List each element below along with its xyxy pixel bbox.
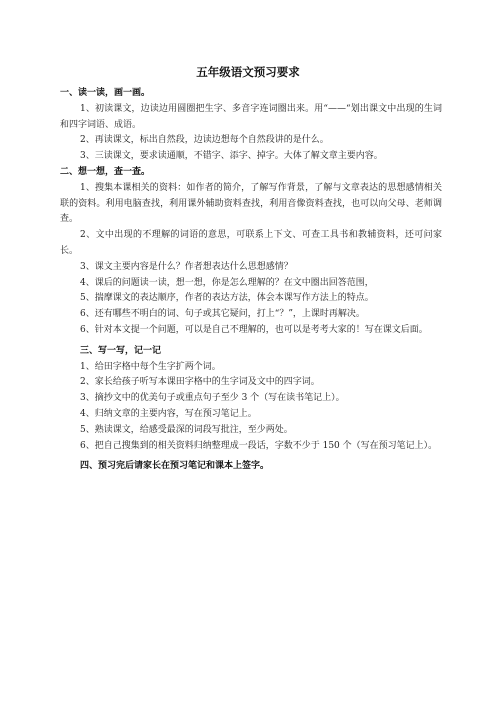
section-item: 4、归纳文章的主要内容，写在预习笔记上。 bbox=[80, 408, 257, 419]
section-item: 2、家长给孩子听写本课田字格中的生字词及文中的四字词。 bbox=[80, 377, 320, 388]
section-heading: 一、读一读，画一画。 bbox=[60, 88, 151, 98]
section-item: 3、摘抄文中的优美句子或重点句子至少 3 个（写在读书笔记上）。 bbox=[80, 393, 345, 404]
section-item: 1、初读课文，边读边用圆圈把生字、多音字连词圈出来。用“——“划出课文中出现的生词和四字词语、成语。 bbox=[60, 103, 442, 130]
section-item: 6、针对本文提一个问题，可以是自己不理解的，也可以是考考大家的！写在课文后面。 bbox=[80, 324, 428, 335]
section-item: 2、再读课文，标出自然段，边读边想每个自然段讲的是什么。 bbox=[80, 135, 329, 146]
section-item: 5、揣摩课文的表达顺序，作者的表达方法，体会本课写作方法上的特点。 bbox=[80, 293, 374, 304]
section-item: 6、把自己搜集到的相关资料归纳整理成一段话，字数不少于 150 个（写在预习笔记上）。 bbox=[80, 440, 438, 451]
section-item: 5、熟读课文，给感受最深的词段写批注，至少两处。 bbox=[80, 424, 293, 435]
document-title: 五年级语文预习要求 bbox=[196, 65, 300, 79]
section-item: 1、搜集本课相关的资料：如作者的简介，了解写作背景，了解与文章表达的思想感情相关联的资料。利用电脑查找，利用课外辅助资料查找，利用音像资料查找，也可以向父母、老师调查。 bbox=[60, 182, 442, 225]
section-item: 2、文中出现的不理解的词语的意思，可联系上下文、可查工具书和教辅资料，还可问家长。 bbox=[60, 230, 442, 256]
section-item: 4、课后的问题读一读，想一想，你是怎么理解的？在文中圈出回答范围， bbox=[80, 277, 374, 288]
section-heading: 四、预习完后请家长在预习笔记和课本上签字。 bbox=[80, 461, 270, 472]
section-item: 6、还有哪些不明白的词、句子或其它疑问，打上“？”，上课时再解决。 bbox=[80, 309, 365, 320]
section-item: 3、课文主要内容是什么？作者想表达什么思想感情？ bbox=[80, 261, 293, 272]
section-item: 3、三读课文，要求读通顺，不错字、添字、掉字。大体了解文章主要内容。 bbox=[80, 151, 383, 162]
document-body bbox=[60, 86, 442, 475]
section-heading: 三、写一写，记一记 bbox=[80, 345, 162, 356]
section-heading: 二、想一想，查一查。 bbox=[60, 166, 151, 177]
section-item: 1、给田字格中每个生字扩两个词。 bbox=[80, 361, 221, 372]
